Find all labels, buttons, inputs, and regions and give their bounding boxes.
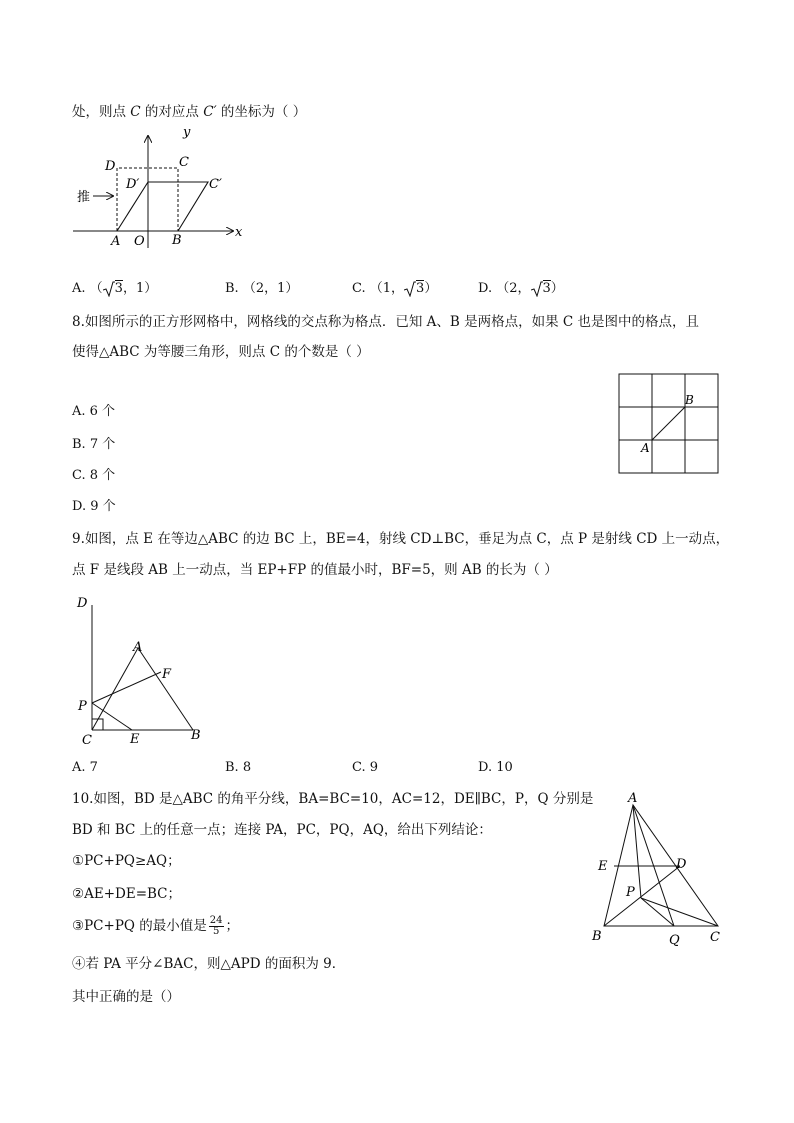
- q10-figure: [588, 788, 728, 953]
- q7-option-c[interactable]: [352, 280, 437, 298]
- q10-stem-line2: BD 和 BC 上的任意一点；连接 PA，PC，PQ，AQ，给出下列结论：: [72, 822, 492, 838]
- q7-point-c-prime: C′: [203, 104, 217, 120]
- q7-stem-mid: 的对应点: [140, 104, 204, 120]
- label-c: C: [710, 930, 720, 945]
- option-after: ）: [550, 281, 564, 296]
- q8-stem-line1: 8.如图所示的正方形网格中，网格线的交点称为格点．已知 A、B 是两格点，如果 C 也是图中的格点，且: [72, 314, 700, 330]
- q9-stem-line1: 9.如图，点 E 在等边△ABC 的边 BC 上，BE=4，射线 CD⊥BC，垂足为点 C，点 P 是射线 CD 上一动点，: [72, 531, 730, 547]
- q10-conclusion-3: [72, 916, 239, 937]
- segment-pf: [92, 672, 161, 703]
- q7-figure: [65, 125, 255, 253]
- segment-ac: [92, 648, 138, 730]
- option-after: ）: [424, 281, 438, 296]
- label-d: D: [77, 596, 88, 611]
- q9-stem-line2: 点 F 是线段 AB 上一动点，当 EP+FP 的值最小时，BF=5，则 AB 的长为（ ）: [72, 562, 558, 578]
- option-text: （2，1）: [242, 281, 299, 296]
- q8-option-d[interactable]: D. 9 个: [72, 499, 116, 514]
- segment-pe: [92, 703, 132, 730]
- label-a: A: [133, 640, 143, 655]
- label-a: A: [628, 791, 638, 806]
- q7-point-c: C: [130, 104, 141, 120]
- label-q: Q: [669, 933, 680, 948]
- sqrt-sign-icon: [531, 281, 543, 297]
- fraction-24-5: [209, 916, 224, 937]
- conclusion-3-suffix: ；: [225, 918, 240, 934]
- label-x: x: [235, 225, 243, 240]
- q8-stem-line2: 使得△ABC 为等腰三角形，则点 C 的个数是（ ）: [72, 344, 370, 360]
- label-c-prime: C′: [209, 177, 222, 192]
- q7-option-a[interactable]: [72, 280, 157, 298]
- q7-option-b[interactable]: [225, 280, 298, 298]
- label-o: O: [134, 234, 145, 249]
- q7-stem-suffix: 的坐标为（ ）: [216, 104, 307, 120]
- q10-conclusion-1: ①PC+PQ≥AQ；: [72, 853, 181, 869]
- q10-conclusion-4: ④若 PA 平分∠BAC，则△APD 的面积为 9．: [72, 956, 346, 972]
- label-e: E: [130, 732, 140, 747]
- option-radicand: 3: [114, 281, 123, 296]
- label-f: F: [162, 667, 172, 682]
- q9-option-d[interactable]: D. 10: [478, 760, 513, 775]
- q9-option-b[interactable]: B. 8: [225, 760, 252, 775]
- label-b: B: [172, 233, 182, 248]
- conclusion-3-prefix: ③PC+PQ 的最小值是: [72, 918, 207, 934]
- q7-stem: [72, 103, 306, 121]
- option-letter: C.: [352, 281, 370, 296]
- option-after: ，1）: [122, 281, 158, 296]
- sqrt-sign-icon: [404, 281, 416, 297]
- q8-option-a[interactable]: A. 6 个: [72, 404, 116, 419]
- option-radicand: 3: [416, 281, 425, 296]
- q9-option-a[interactable]: A. 7: [72, 760, 98, 775]
- label-c: C: [179, 155, 189, 170]
- label-b: B: [592, 929, 602, 944]
- option-open: （1，: [369, 281, 405, 296]
- label-b: B: [685, 393, 694, 407]
- q8-option-b[interactable]: B. 7 个: [72, 437, 116, 452]
- option-letter: B.: [225, 281, 243, 296]
- segment-ab: [652, 407, 685, 440]
- q10-ask: 其中正确的是（）: [72, 989, 180, 1005]
- label-b: B: [191, 728, 201, 743]
- segment-pc: [641, 898, 718, 926]
- q10-conclusion-2: ②AE+DE=BC；: [72, 886, 182, 902]
- option-open: （: [89, 281, 103, 296]
- fraction-denominator: 5: [212, 926, 220, 937]
- option-letter: D.: [478, 281, 497, 296]
- option-open: （2，: [496, 281, 531, 296]
- segment-bd: [604, 866, 680, 926]
- q7-option-d[interactable]: [478, 280, 564, 298]
- q7-stem-prefix: 处，则点: [72, 104, 131, 120]
- label-d: D: [105, 159, 116, 174]
- label-d-prime: D′: [126, 177, 140, 192]
- q10-stem-line1: 10.如图，BD 是△ABC 的角平分线，BA=BC=10，AC=12，DE∥BC，P，Q 分别是: [72, 791, 594, 807]
- option-radicand: 3: [542, 281, 551, 296]
- label-y: y: [183, 125, 191, 140]
- label-a: A: [111, 234, 121, 249]
- q8-option-c[interactable]: C. 8 个: [72, 468, 116, 483]
- label-a: A: [641, 441, 650, 455]
- label-push: 推: [77, 190, 91, 205]
- segment-ba: [138, 648, 193, 730]
- q9-figure: [72, 590, 212, 750]
- fraction-numerator: 24: [209, 915, 223, 926]
- label-d: D: [676, 857, 687, 872]
- q9-option-c[interactable]: C. 9: [352, 760, 379, 775]
- sqrt-sign-icon: [103, 281, 115, 297]
- q8-grid-figure: [618, 372, 722, 476]
- label-c: C: [82, 733, 92, 748]
- label-p: P: [626, 885, 635, 900]
- label-e: E: [598, 859, 608, 874]
- option-letter: A.: [72, 281, 90, 296]
- label-p: P: [78, 699, 87, 714]
